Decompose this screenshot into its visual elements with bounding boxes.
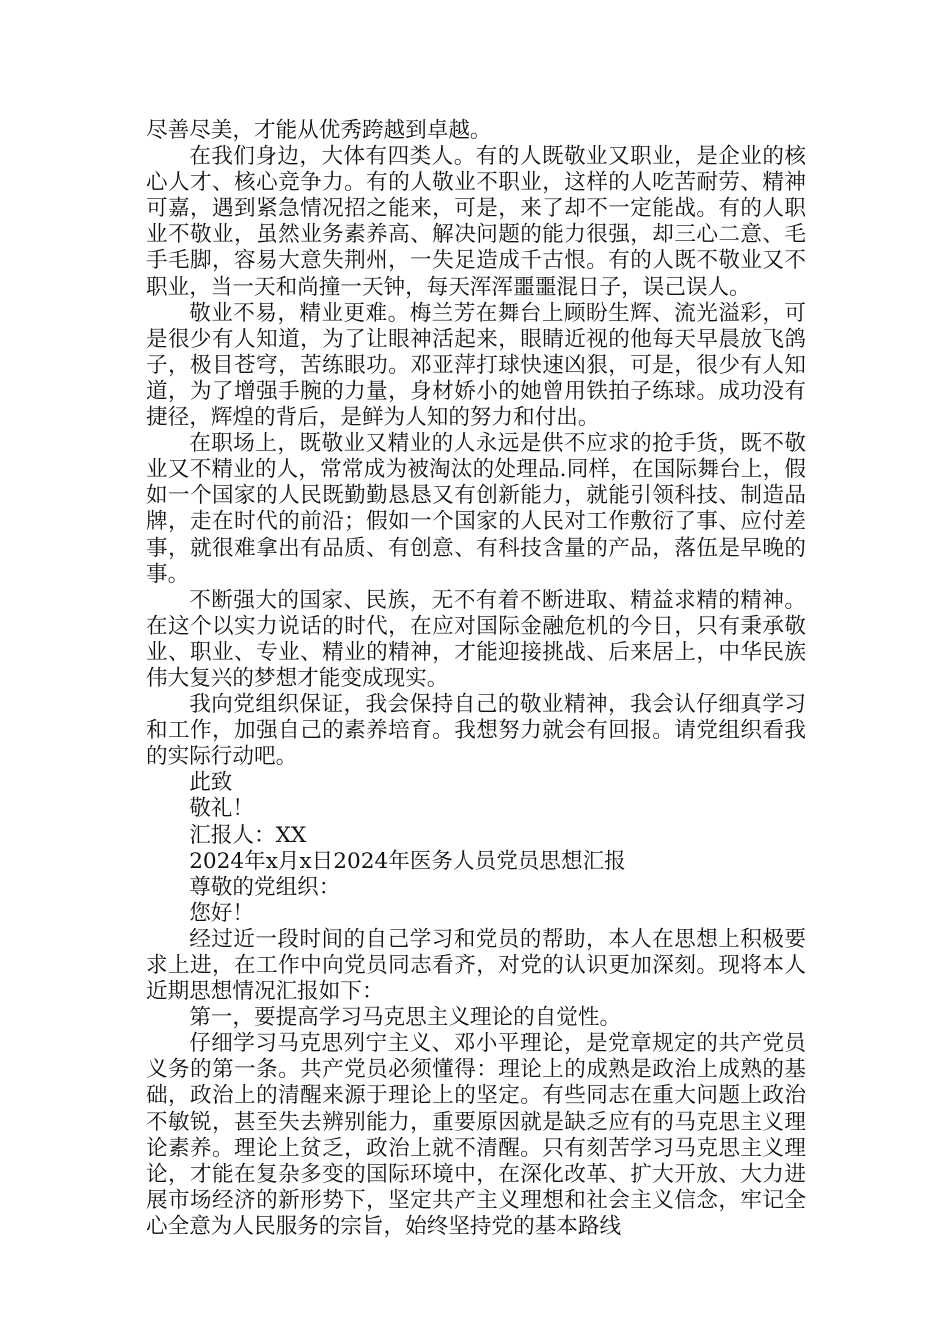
closing-jingli: 敬礼！ (189, 796, 254, 822)
reporter-line: 汇报人：XX (189, 822, 307, 848)
paragraph-workplace: 在职场上，既敬业又精业的人永远是供不应求的抢手货，既不敬业又不精业的人，常常成为被淘汰的处理品.同样，在国际舞台上，假如一个国家的人民既勤勤恳恳又有创新能力，就能引领科技、制造品牌，走在时代的前沿；假如一个国家的人民对工作敷衍了事、应付差事，就很难拿出有品质、有创意、有科技含量的产品，落伍是早晚的事。 (146, 431, 806, 587)
paragraph-pledge: 我向党组织保证，我会保持自己的敬业精神，我会认仔细真学习和工作，加强自己的素养培育。我想努力就会有回报。请党组织看我的实际行动吧。 (146, 692, 806, 770)
paragraph-marxism-study: 仔细学习马克思列宁主义、邓小平理论，是党章规定的共产党员义务的第一条。共产党员必须懂得：理论上的成熟是政治上成熟的基础，政治上的清醒来源于理论上的坚定。有些同志在重大问题上政治不敏锐，甚至失去辨别能力，重要原因就是缺乏应有的马克思主义理论素养。理论上贫乏，政治上就不清醒。只有刻苦学习马克思主义理论，才能在复杂多变的国际环境中，在深化改革、扩大开放、大力进展市场经济的新形势下，坚定共产主义理想和社会主义信念，牢记全心全意为人民服务的宗旨，始终坚持党的基本路线 (146, 1031, 806, 1239)
paragraph-nation: 不断强大的国家、民族，无不有着不断进取、精益求精的精神。在这个以实力说话的时代，在应对国际金融危机的今日，只有秉承敬业、职业、专业、精业的精神，才能迎接挑战、后来居上，中华民族伟大复兴的梦想才能变成现实。 (146, 587, 806, 691)
paragraph-dedication-examples: 敬业不易，精业更难。梅兰芳在舞台上顾盼生辉、流光溢彩，可是很少有人知道，为了让眼神活起来，眼睛近视的他每天早晨放飞鸽子，极目苍穹，苦练眼功。邓亚萍打球快速凶狠，可是，很少有人知道，为了增强手腕的力量，身材娇小的她曾用铁拍子练球。成功没有捷径，辉煌的背后，是鲜为人知的努力和付出。 (146, 300, 806, 431)
paragraph-introduction: 经过近一段时间的自己学习和党员的帮助，本人在思想上积极要求上进，在工作中向党员同志看齐，对党的认识更加深刻。现将本人近期思想情况汇报如下： (146, 926, 806, 1005)
section-heading-first: 第一，要提高学习马克思主义理论的自觉性。 (189, 1005, 622, 1031)
date-and-new-title: 2024年x月x日2024年医务人员党员思想汇报 (189, 848, 626, 874)
document-page (146, 118, 806, 1240)
paragraph-four-types-of-people: 在我们身边，大体有四类人。有的人既敬业又职业，是企业的核心人才、核心竞争力。有的人敬业不职业，这样的人吃苦耐劳、精神可嘉，遇到紧急情况招之能来，可是，来了却不一定能战。有的人职业不敬业，虽然业务素养高、解决问题的能力很强，却三心二意、毛手毛脚，容易大意失荆州，一失足造成千古恨。有的人既不敬业又不职业，当一天和尚撞一天钟，每天浑浑噩噩混日子，误己误人。 (146, 144, 806, 300)
salutation: 尊敬的党组织： (189, 874, 341, 900)
greeting: 您好！ (189, 900, 254, 926)
closing-zhizhi: 此致 (189, 770, 233, 796)
paragraph-continuation: 尽善尽美，才能从优秀跨越到卓越。 (146, 118, 492, 143)
